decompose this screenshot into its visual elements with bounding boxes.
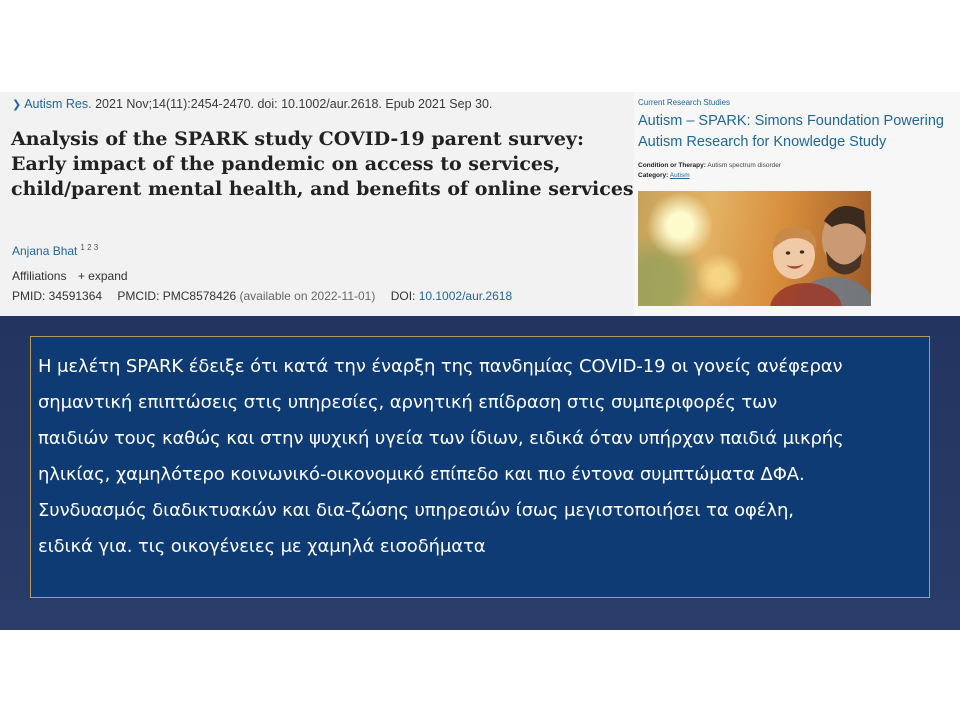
pmid: PMID: 34591364: [12, 289, 103, 303]
availability-note: (available on 2022-11-01): [239, 289, 376, 303]
author-name[interactable]: Anjana Bhat: [12, 244, 78, 258]
summary-line: παιδιών τους καθώς και στην ψυχική υγεία των ίδιων, ειδικά όταν υπήρχαν παιδιά μικρής: [38, 428, 844, 449]
article-title: Analysis of the SPARK study COVID-19 parent survey: Early impact of the pandemic on access to services, child/parent mental health, and benefits of online services: [11, 128, 634, 200]
summary-band: [0, 316, 960, 630]
parent-child-photo: [638, 191, 871, 306]
research-study-sidebar: [634, 92, 960, 316]
pmcid: PMCID: PMC8578426: [117, 289, 237, 303]
sidebar-heading: Current Research Studies: [638, 98, 731, 107]
doi-link[interactable]: 10.1002/aur.2618: [418, 289, 513, 303]
summary-box: [30, 336, 930, 598]
journal-link[interactable]: Autism Res.: [24, 97, 92, 111]
condition-value: Autism spectrum disorder: [707, 162, 782, 169]
summary-line: ειδικά για. τις οικογένειες με χαμηλά εισοδήματα: [38, 536, 486, 557]
affiliations-label: Affiliations: [12, 269, 67, 283]
expand-affiliations-button[interactable]: + expand: [77, 269, 128, 283]
category-label: Category:: [638, 172, 669, 179]
category-link[interactable]: Autism: [669, 172, 690, 179]
pubmed-article-panel: [0, 92, 634, 316]
summary-line: Η μελέτη SPARK έδειξε ότι κατά την έναρξη της πανδημίας COVID-19 οι γονείς ανέφεραν: [38, 356, 843, 377]
condition-label: Condition or Therapy:: [638, 162, 706, 169]
chevron-right-icon: ❯: [12, 99, 22, 111]
study-meta: [638, 161, 781, 181]
summary-line: σημαντική επιπτώσεις στις υπηρεσίες, αρνητική επίδραση στις συμπεριφορές των: [38, 392, 778, 413]
doi-label: DOI:: [390, 289, 416, 303]
photo-illustration: [638, 191, 871, 306]
citation-details: 2021 Nov;14(11):2454-2470. doi: 10.1002/aur.2618. Epub 2021 Sep 30.: [95, 97, 493, 111]
affiliations-row: [12, 269, 128, 283]
summary-text: [38, 349, 919, 565]
summary-line: ηλικίας, χαμηλότερο κοινωνικό-οικονομικό επίπεδο και πιο έντονα συμπτώματα ΔΦΑ.: [38, 464, 805, 485]
summary-line: Συνδυασμός διαδικτυακών και δια-ζώσης υπηρεσιών ίσως μεγιστοποιήσει τα οφέλη,: [38, 500, 794, 521]
author-affiliation-numbers[interactable]: 1 2 3: [80, 243, 99, 252]
identifiers-row: [12, 289, 512, 303]
citation-line: [12, 97, 492, 111]
author-link[interactable]: [12, 243, 98, 258]
study-title-link[interactable]: Autism – SPARK: Simons Foundation Powering Autism Research for Knowledge Study: [638, 113, 944, 150]
article-screenshot: [0, 92, 960, 630]
